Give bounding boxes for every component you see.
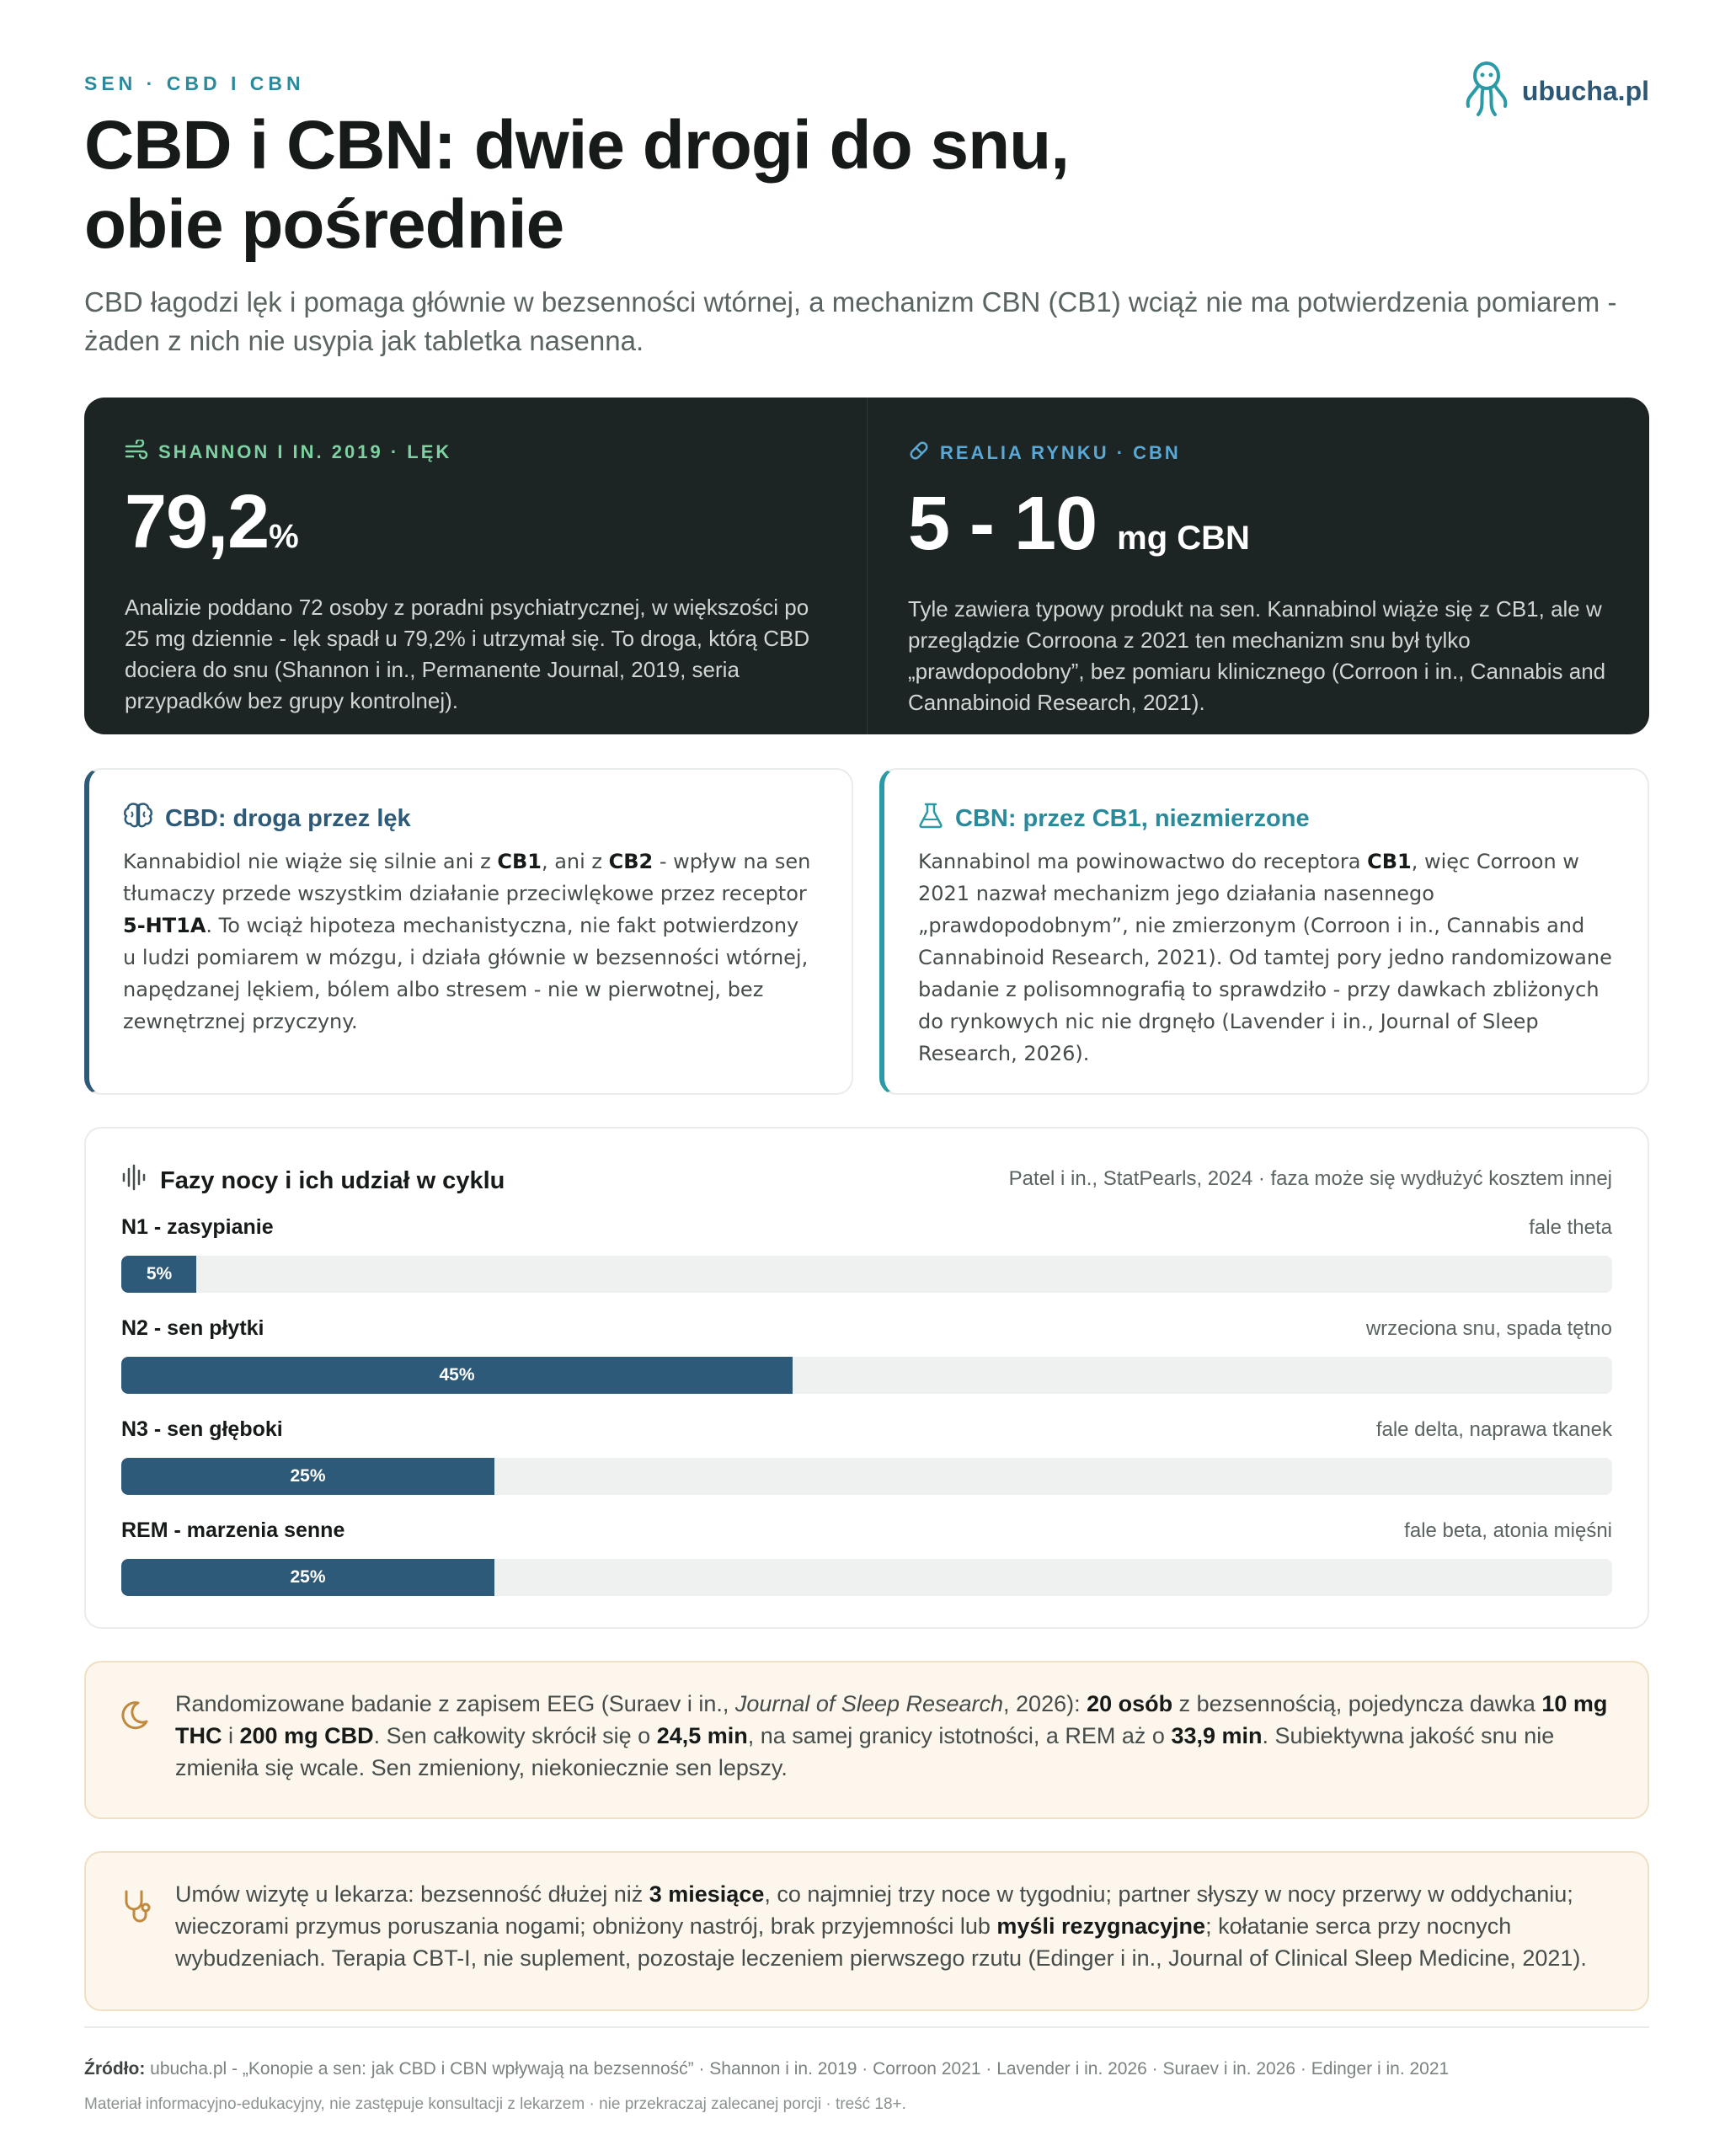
page-subtitle: CBD łagodzi lęk i pomaga głównie w bezsenności wtórnej, a mechanizm CBN (CB1) wciąż nie ma potwierdzenia pomiarem - żaden z nich nie usypia jak tabletka nasenna. bbox=[84, 286, 1617, 356]
stat-value-market: 5 - 10 mg CBN bbox=[908, 482, 1250, 566]
sleep-phases-title: Fazy nocy i ich udział w cyklu bbox=[121, 1164, 505, 1198]
phase-bar-label: 25% bbox=[290, 1567, 326, 1587]
brain-icon bbox=[123, 802, 153, 835]
footer-disclaimer: Materiał informacyjno-edukacyjny, nie zastępuje konsultacji z lekarzem · nie przekraczaj zalecanej porcji · treść 18+. bbox=[84, 2095, 906, 2113]
footer-source: Źródło: ubucha.pl - „Konopie a sen: jak CBD i CBN wpływają na bezsenność” · Shannon i in. 2019 · Corroon 2021 · Lavender i in. 2026 · Suraev i in. 2026 · Edinger i in. 2021 bbox=[84, 2059, 1450, 2079]
phase-note: fale beta, atonia mięśni bbox=[1404, 1519, 1612, 1542]
sleep-phases-header bbox=[121, 1164, 1612, 1198]
note-eeg-text: Randomizowane badanie z zapisem EEG (Suraev i in., Journal of Sleep Research, 2026): 20 osób z bezsennością, pojedyncza dawka 10 mg THC i 200 mg CBD. Sen całkowity skrócił się o 24,5 min, na samej granicy istotności, a REM aż o 33,9 min. Subiektywna jakość snu nie zmieniła się wcale. Sen zmieniony, niekoniecznie sen lepszy. bbox=[175, 1691, 1608, 1780]
stat-market bbox=[867, 398, 1649, 734]
stat-shannon bbox=[84, 398, 866, 734]
phase-bar-track bbox=[121, 1458, 1612, 1495]
title-line-2: obie pośrednie bbox=[84, 186, 564, 263]
stats-panel bbox=[84, 398, 1649, 734]
audio-wave-icon bbox=[121, 1164, 147, 1198]
phase-bar-track bbox=[121, 1357, 1612, 1394]
category-eyebrow: SEN · CBD I CBN bbox=[84, 72, 305, 94]
card-cbd bbox=[84, 768, 853, 1095]
stat-value-shannon: 79,2% bbox=[125, 480, 299, 564]
flask-icon bbox=[918, 802, 943, 835]
phase-bar-label: 5% bbox=[146, 1264, 173, 1283]
stat-label-market: REALIA RYNKU · CBN bbox=[908, 440, 1610, 467]
phase-name: REM - marzenia senne bbox=[121, 1518, 345, 1542]
phase-name: N3 - sen głęboki bbox=[121, 1417, 283, 1441]
octopus-logo-icon bbox=[1463, 59, 1510, 124]
stethoscope-icon bbox=[121, 1888, 155, 1929]
page-title bbox=[84, 106, 1263, 264]
wind-icon bbox=[125, 440, 148, 465]
note-see-doctor bbox=[84, 1851, 1649, 2011]
brand-name: ubucha.pl bbox=[1521, 76, 1649, 106]
phase-bar-track bbox=[121, 1559, 1612, 1596]
card-cbn bbox=[879, 768, 1649, 1095]
note-doctor-text: Umów wizytę u lekarza: bezsenność dłużej niż 3 miesiące, co najmniej trzy noce w tygodniu; partner słyszy w nocy przerwy w oddychaniu; wieczorami przymus poruszania nogami; obniżony nastrój, brak przyjemności lub myśli rezygnacyjne; kołatanie serca przy nocnych wybudzeniach. Terapia CBT-I, nie suplement, pozostaje leczeniem pierwszego rzutu (Edinger i in., Journal of Clinical Sleep Medicine, 2021). bbox=[175, 1881, 1587, 1971]
phase-name: N2 - sen płytki bbox=[121, 1316, 264, 1340]
stat-unit-shannon: % bbox=[269, 518, 299, 555]
stat-desc-market: Tyle zawiera typowy produkt na sen. Kannabinol wiąże się z CB1, ale w przeglądzie Corroona z 2021 ten mechanizm snu był tylko „prawdopodobny”, bez pomiaru klinicznego (Corroon i in., Cannabis and Cannabinoid Research, 2021). bbox=[908, 596, 1606, 715]
card-cbd-title: CBD: droga przez lęk bbox=[123, 802, 818, 835]
card-cbn-body: Kannabinol ma powinowactwo do receptora CB1, więc Corroon w 2021 nazwał mechanizm jego działania nasennego „prawdopodobnym”, nie zmierzonym (Corroon i in., Cannabis and Cannabinoid Research, 2021). Od tamtej pory jedno randomizowane badanie z polisomnografią to sprawdziło - przy dawkach zbliżonych do rynkowych nic nie drgnęło (Lavender i in., Journal of Sleep Research, 2026). bbox=[918, 850, 1612, 1065]
sleep-phases-panel bbox=[84, 1127, 1649, 1629]
stat-unit-market: mg CBN bbox=[1117, 520, 1250, 557]
title-line-1: CBD i CBN: dwie drogi do snu, bbox=[84, 107, 1070, 184]
phase-note: fale theta bbox=[1529, 1216, 1612, 1239]
brand-logo[interactable] bbox=[1463, 59, 1649, 124]
card-cbn-title: CBN: przez CB1, niezmierzone bbox=[918, 802, 1614, 835]
note-eeg-study bbox=[84, 1661, 1649, 1819]
pill-icon bbox=[908, 440, 930, 467]
stat-desc-shannon: Analizie poddano 72 osoby z poradni psychiatrycznej, w większości po 25 mg dziennie - lęk spadł u 79,2% i utrzymał się. To droga, którą CBD dociera do snu (Shannon i in., Permanente Journal, 2019, seria przypadków bez grupy kontrolnej). bbox=[125, 595, 810, 713]
card-cbd-body: Kannabidiol nie wiąże się silnie ani z CB1, ani z CB2 - wpływ na sen tłumaczy przede wszystkim działanie przeciwlękowe przez receptor 5-HT1A. To wciąż hipoteza mechanistyczna, nie fakt potwierdzony u ludzi pomiarem w mózgu, i działa głównie w bezsenności wtórnej, napędzanej lękiem, bólem albo stresem - nie w pierwotnej, bez zewnętrznej przyczyny. bbox=[123, 850, 811, 1033]
sleep-phases-source: Patel i in., StatPearls, 2024 · faza może się wydłużyć kosztem innej bbox=[1008, 1167, 1612, 1190]
stat-label-shannon: SHANNON I IN. 2019 · LĘK bbox=[125, 440, 827, 465]
phase-note: fale delta, naprawa tkanek bbox=[1375, 1418, 1612, 1441]
phase-name: N1 - zasypianie bbox=[121, 1215, 274, 1239]
moon-icon bbox=[121, 1698, 155, 1736]
footer-divider bbox=[84, 2026, 1649, 2028]
phase-note: wrzeciona snu, spada tętno bbox=[1365, 1317, 1612, 1340]
phase-bar-label: 45% bbox=[439, 1365, 475, 1385]
phase-bar-label: 25% bbox=[290, 1466, 326, 1486]
phase-bar-track bbox=[121, 1256, 1612, 1293]
